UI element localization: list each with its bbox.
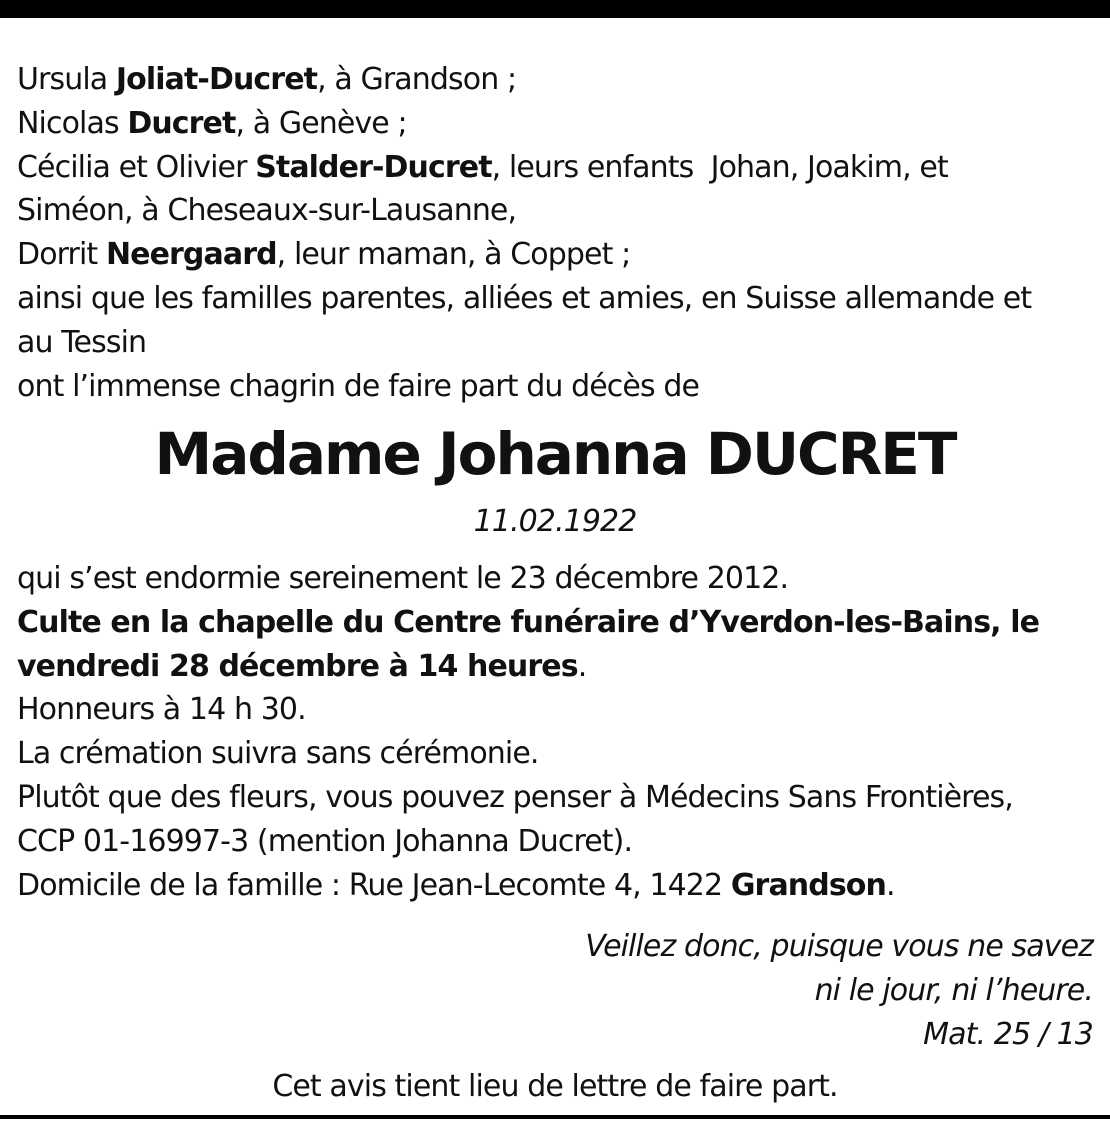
honours-line: Honneurs à 14 h 30. (17, 692, 306, 728)
family-line (17, 58, 1097, 102)
domicile-text: Domicile de la famille : Rue Jean-Lecomte 4, 1422 (17, 867, 731, 903)
service-line-end: . (577, 648, 587, 684)
deceased-name-heading: Madame Johanna DUCRET (154, 420, 956, 488)
service-line: Culte en la chapelle du Centre funéraire d’Yverdon-les-Bains, le (17, 604, 1040, 640)
family-line-text: au Tessin (17, 324, 147, 360)
family-line (17, 189, 1097, 233)
domicile-line (17, 864, 1097, 908)
family-line-text: , à Grandson ; (317, 62, 517, 97)
family-line-text: , à Genève ; (235, 105, 407, 141)
family-line (17, 321, 1097, 365)
announcement-text: ont l’immense chagrin de faire part du décès de (17, 368, 700, 404)
family-line-text: Ursula (17, 62, 116, 97)
family-line-text: , leur maman, à Coppet ; (276, 237, 631, 273)
service-line (17, 645, 1097, 689)
family-line (17, 277, 1097, 321)
bottom-border-rule (0, 1115, 1110, 1119)
passing-line: qui s’est endormie sereinement le 23 décembre 2012. (17, 561, 789, 596)
verse-line: ni le jour, ni l’heure. (814, 972, 1093, 1008)
verse-line: Veillez donc, puisque vous ne savez (585, 929, 1093, 964)
family-name-bold: Neergaard (105, 237, 277, 273)
cremation-line: La crémation suivra sans cérémonie. (17, 736, 539, 772)
family-line-text: Dorrit (17, 237, 106, 273)
family-name-bold: Stalder-Ducret (255, 149, 492, 185)
verse-reference: Mat. 25 / 13 (923, 1016, 1093, 1052)
family-line-text: Siméon, à Cheseaux-sur-Lausanne, (17, 193, 517, 229)
family-line-text: , leurs enfants Johan, Joakim, et (491, 149, 948, 185)
donation-line: Plutôt que des fleurs, vous pouvez penser à Médecins Sans Frontières, (17, 779, 1013, 815)
family-line (17, 233, 1097, 277)
domicile-end: . (885, 867, 895, 903)
closing-note: Cet avis tient lieu de lettre de faire part. (272, 1069, 838, 1104)
family-line-text: ainsi que les familles parentes, alliées et amies, en Suisse allemande et (17, 280, 1032, 316)
top-border-rule (0, 0, 1110, 18)
funeral-details (17, 557, 1097, 907)
bible-verse (585, 925, 1093, 1056)
birth-date: 11.02.1922 (473, 504, 637, 539)
family-name-bold: Ducret (127, 105, 236, 141)
domicile-town-bold: Grandson (730, 867, 886, 903)
family-line-text: Nicolas (17, 105, 128, 141)
announcement-line (17, 365, 1097, 409)
family-line (17, 146, 1097, 190)
family-name-bold: Joliat-Ducret (115, 62, 318, 97)
family-line (17, 102, 1097, 146)
families-announcement (17, 58, 1097, 408)
family-line-text: Cécilia et Olivier (17, 149, 256, 185)
service-time-bold: vendredi 28 décembre à 14 heures (17, 648, 578, 684)
donation-account-line: CCP 01-16997-3 (mention Johanna Ducret). (17, 823, 633, 859)
